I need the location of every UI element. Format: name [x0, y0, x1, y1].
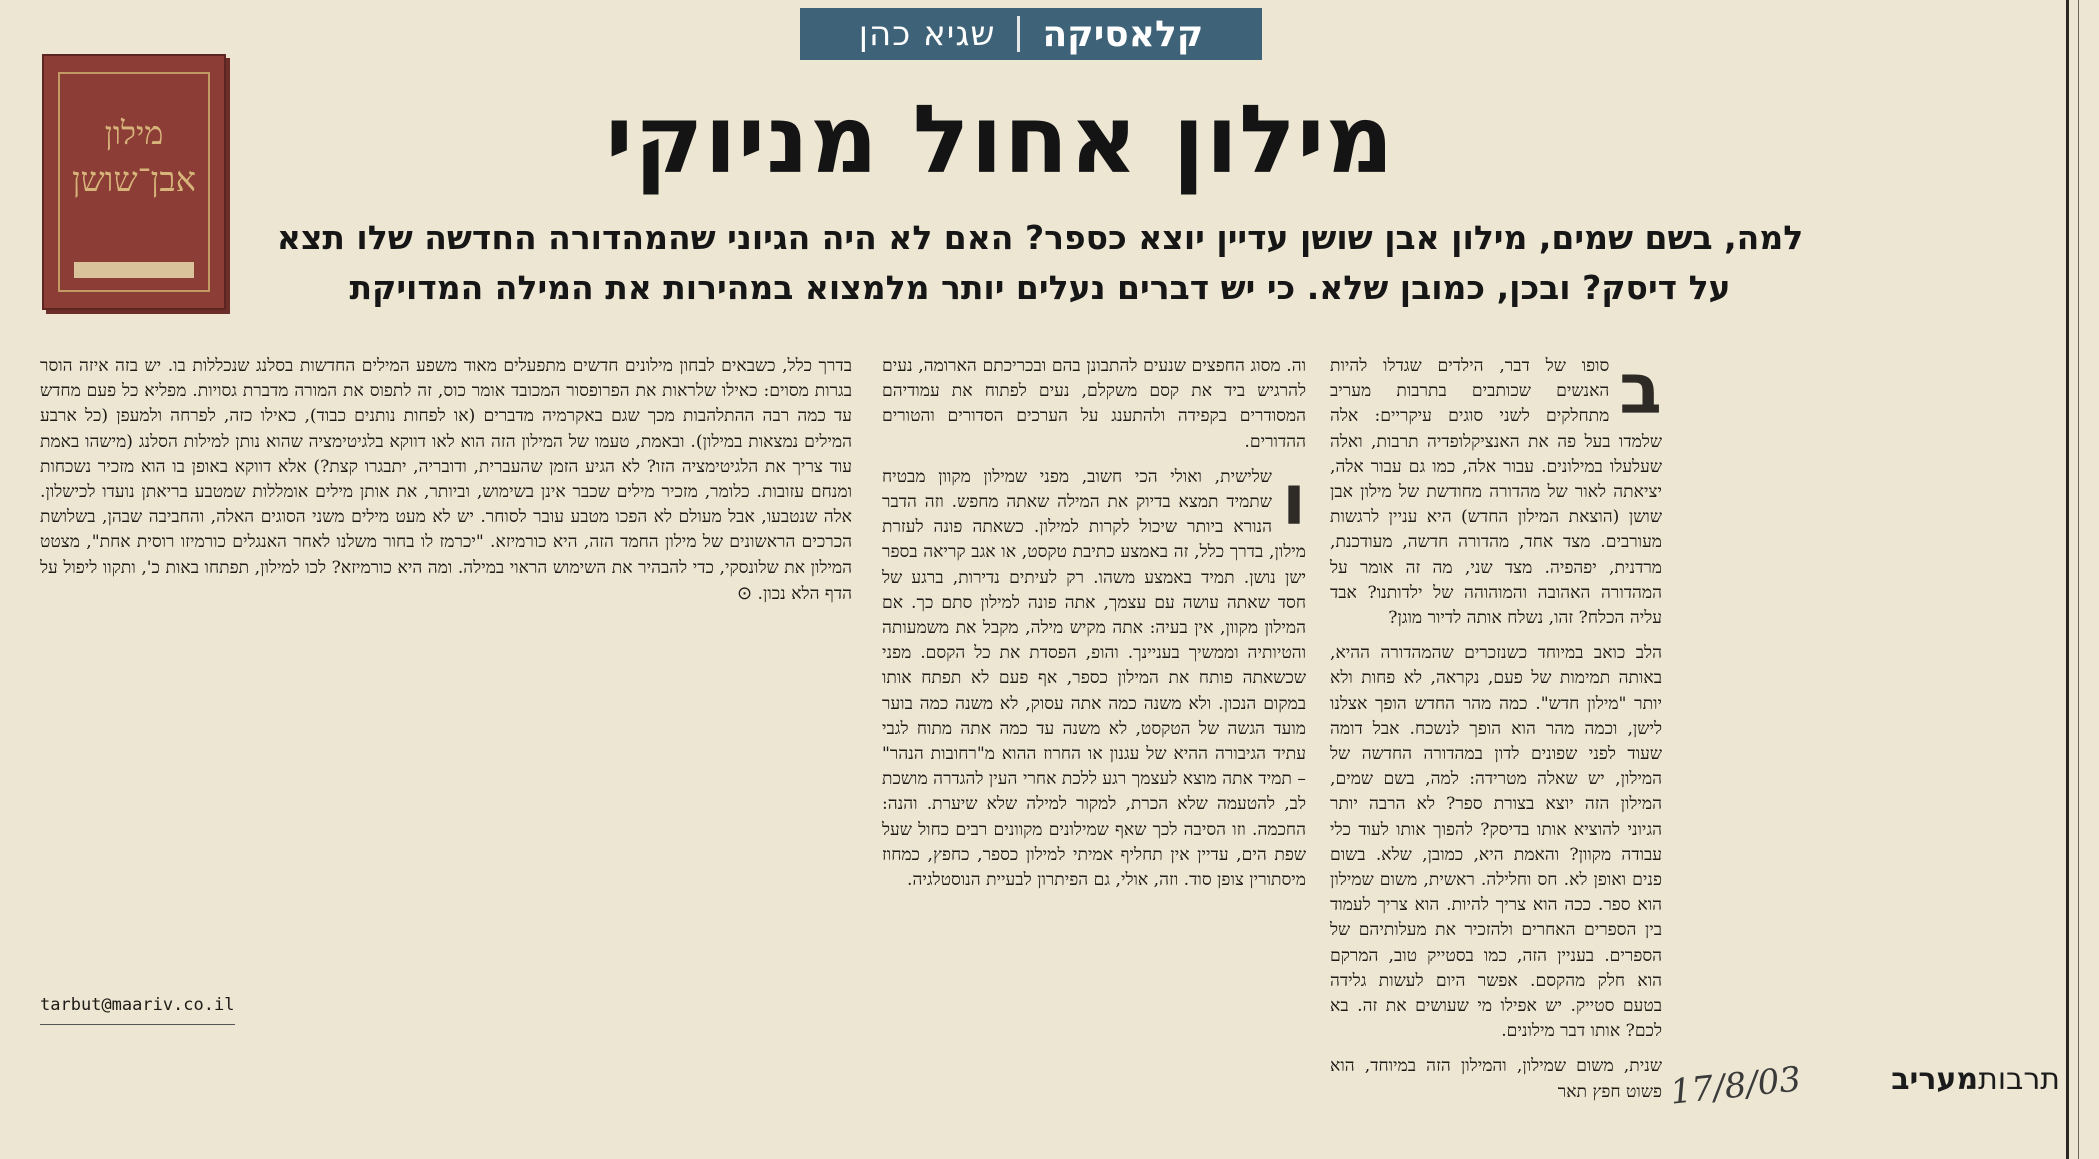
page-edge-rule: [2066, 0, 2069, 1159]
dropcap-letter: ו: [1281, 458, 1306, 541]
book-cover-image: [42, 54, 226, 310]
dropcap-letter: ב: [1619, 348, 1662, 430]
column-1: [1330, 348, 1662, 1115]
paragraph: שנית, משום שמילון, והמילון הזה במיוחד, הוא פשוט חפץ תאר: [1330, 1056, 1662, 1102]
header-separator: [1017, 16, 1020, 52]
column-2: [882, 354, 1306, 903]
end-mark-icon: ⊙: [736, 582, 753, 604]
paragraph-text: בדרך כלל, כשבאים לבחון מילונים חדשים מתפעלים מאוד משפע המילים החדשות בסלנג שנכללות בו. יש בזה איזה הוסר בגרות מסוים: כאילו שלראות את הפרופסור המכובד אומר כוס, זה לתפוס את המורה מדברת גסויות. מפליא כל פעם מחדש עד כמה רבה ההתלהבות מכך שגם באקרמיה מדברים (או לפחות נותנים כבוד), כאילו כזה, לפרחה ולמעפן (כל ארבע המילים נמצאות במילון). ובאמת, טעמו של המילון הזה הוא לאו דווקא בלגיטימציה שהוא נותן למילות הסלנג (מישהו באמת עוד צריך את הלגיטימציה הזו? לא הגיע הזמן שהעברית, ודובריה, יתבגרו קצת?) אלא דווקא באופן בו הוא מזכיר נשכחות ומנחם עזובות. כלומר, מזכיר מילים שכבר אינן בשימוש, וביותר, את אותן מילים אומללות שמטבע בריאתן נועדו לכישלון. אלה שנטבעו, אבל מעולם לא הפכו מטבע עובר לסוחר. יש לא מעט מילים משני הסוגים האלה, והחביבה שבהן, בשלושת הכרכים הראשונים של מילון החמד הזה, היא כורמיזא. "יכרמז לו בחור משלנו לאחר האנגלים כורמיזו רוסית אחת", מצטט המילון את שלונסקי, כדי להבהיר את השימוש הראוי במילה. ומה היא כורמיזא? לכו למילון, תפתחו באות כ', ותקוו ליפול על הדף הלא נכון.: [40, 356, 852, 604]
column-3: [40, 354, 852, 617]
email-underline: [40, 1024, 235, 1025]
page-edge-rule-thin: [2078, 0, 2079, 1159]
paragraph: [40, 354, 852, 607]
section-category: קלאסיקה: [1042, 13, 1204, 55]
author-name: שגיא כהן: [858, 14, 996, 54]
book-cover-strip: [74, 262, 194, 278]
article-headline: מילון אחול מניוקי: [605, 86, 1395, 195]
paragraph: הלב כואב במיוחד כשנזכרים שהמהדורה ההיא, באותה תמימות של פעם, נקראה, לא פחות ולא יותר "מילון חדש". כמה מהר החדש הופך אצלנו לישן, וכמה מהר הוא הופך לנשכח. אבל דומה שעוד לפני שפונים לדון במהדורה החדשה של המילון, יש שאלה מטרידה: למה, בשם שמים, המילון הזה יוצא בצורת ספר? לא הרבה יותר הגיוני להוציא אותו בדיסק? להפוך אותו לעוד כלי עבודה מקוון? והאמת היא, כמובן, שלא. בשום פנים ואופן לא. חס וחלילה. ראשית, משום שמילון הוא ספר. ככה הוא צריך להיות. הוא צריך לעמוד בין הספרים האחרים ולהזכיר את מעלותיהם של הספרים. בעניין הזה, כמו בסטייק טוב, המרקם הוא חלק מהקסם. אפשר היום לעשות גלידה בטעם סטייק. יש אפילו מי שעושים את זה. בא לכם? אותו דבר מילונים.: [1330, 643, 1662, 1042]
article-subtitle: למה, בשם שמים, מילון אבן שושן עדיין יוצא כספר? האם לא היה הגיוני שהמהדורה החדשה שלו תצא על דיסק? ובכן, כמובן שלא. כי יש דברים נעלים יותר מלמצוא במהירות את המילה המדויקת: [276, 218, 1804, 307]
book-cover-title-line2: אבן־שושן: [72, 160, 196, 200]
book-cover-title-line1: מילון: [104, 114, 164, 152]
paragraph: וה. מסוג החפצים שנעים להתבונן בהם ובכריכתם הארומה, נעים להרגיש ביד את קסם משקלם, נעים לפתוח את עמודיהם המסודרים בקפידה ולהתענג על הערכים הסדורים והטורים ההדורים.: [882, 356, 1306, 452]
footer-section-light: תרבות: [1978, 1062, 2060, 1097]
section-header: [800, 8, 1262, 60]
contact-email: tarbut@maariv.co.il: [40, 995, 235, 1015]
footer-section-bold: מעריב: [1891, 1062, 1979, 1097]
section-footer: [1860, 1062, 2060, 1097]
paragraph: שלישית, ואולי הכי חשוב, מפני שמילון מקוון מבטיח שתמיד תמצא בדיוק את המילה שאתה מחפש. וזה הדבר הנורא ביותר שיכול לקרות למילון. כשאתה פונה לעזרת מילון, בדרך כלל, זה באמצע כתיבת טקסט, או אגב קריאה בספר ישן נושן. תמיד באמצע משהו. רק לעיתים נדירות, ברגע של חסד שאתה עושה עם עצמך, אתה פונה למילון סתם כך. אם המילון מקוון, אין בעיה: אתה מקיש מילה, מקבל את משמעותה והטיותיה וממשיך בעניינך. והופ, הפסדת את כל הקסם. מפני שכשאתה פותח את המילון כספר, אף פעם לא תפתח אותו במקום הנכון. ולא משנה כמה אתה עסוק, לא משנה כמה בוער מועד הגשה של הטקסט, לא משנה עד כמה אתה מתוח לגבי עתיד הגיבורה ההיא של עגנון או החרוז ההוא מ"רחובות הנהר" – תמיד אתה מוצא לעצמך רגע ללכת אחרי העין להגדרה מושכת לב, להטעמה שלא הכרת, למקור למילה שלא שיערת. והנה: החכמה. וזו הסיבה לכך שאף שמילונים מקוונים רבים כחול שעל שפת הים, עדיין אין תחליף אמיתי למילון כספר, כחפץ, כמחוז מיסתורין צופן סוד. וזה, אולי, גם הפיתרון לבעיית הנוסטלגיה.: [882, 466, 1306, 891]
paragraph: סופו של דבר, הילדים שגדלו להיות האנשים שכותבים בתרבות מעריב מתחלקים לשני סוגים עיקריים: אלה שלמדו בעל פה את האנציקלופדיה תרבות, ואלה שעלעלו במילונים. עבור אלה, כמו גם עבור אלה, יציאתה לאור של מהדורה מחודשת של מילון אבן שושן (הוצאת המילון החדש) היא עניין לרגשות מעורבים. מצד אחד, מהדורה חדשה, מעודכנת, מרדנית, יפהפיה. מצד שני, מה זה אומר על המהדורה האהובה והמוהוהה של ילדותנו? אבד עליה הכלח? זהו, נשלח אותה לדיור מוגן?: [1330, 356, 1662, 629]
handwritten-date: 17/8/03: [1668, 1059, 1803, 1113]
